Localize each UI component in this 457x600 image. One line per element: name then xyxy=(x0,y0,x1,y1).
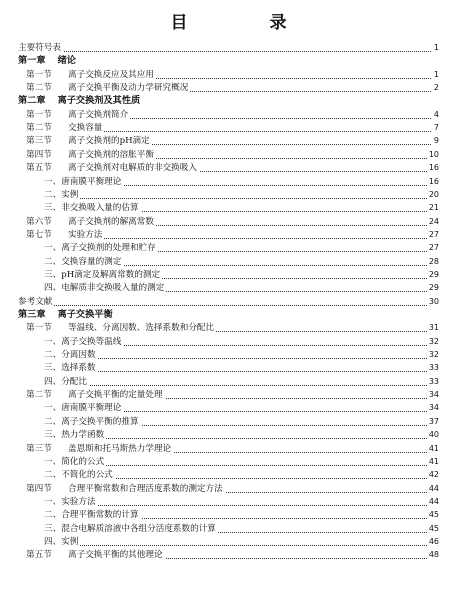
toc-text: 一、实验方法 xyxy=(44,496,96,507)
toc-page-number: 27 xyxy=(428,229,439,239)
toc-label xyxy=(44,523,218,535)
toc-page-number: 16 xyxy=(428,163,439,173)
toc-label xyxy=(18,296,54,308)
toc-text: 一、离子交换等温线 xyxy=(44,336,122,347)
toc-label xyxy=(26,322,216,334)
toc-label xyxy=(26,162,199,174)
toc-text: 离子交换剂简介 xyxy=(68,109,129,120)
toc-label xyxy=(26,483,225,495)
toc-label xyxy=(26,549,165,561)
toc-label xyxy=(44,456,106,468)
toc-text: 一、离子交换剂的处理和贮存 xyxy=(44,243,156,254)
toc-text: 盖恩斯和托马斯热力学理论 xyxy=(68,443,172,454)
toc-label xyxy=(44,242,158,254)
toc-text: 绪论 xyxy=(57,55,76,67)
toc-text: 一、简化的公式 xyxy=(44,456,105,467)
toc-page-number: 4 xyxy=(433,109,439,119)
toc-number: 第二节 xyxy=(26,390,52,401)
toc-text: 二、合理平衡常数的计算 xyxy=(44,510,139,521)
toc-label xyxy=(44,536,80,548)
toc-text: 交换容量 xyxy=(68,123,103,134)
toc-page-number: 9 xyxy=(433,136,439,146)
toc-entry xyxy=(0,82,457,94)
toc-entry xyxy=(0,296,457,308)
toc-number: 第一章 xyxy=(18,55,46,67)
toc-text: 三、选择系数 xyxy=(44,363,96,374)
dot-leader xyxy=(44,373,435,386)
toc-label xyxy=(26,149,156,161)
toc-page-number: 24 xyxy=(428,216,439,226)
toc-page-number: 44 xyxy=(428,496,439,506)
toc-page-number: 1 xyxy=(433,43,439,52)
toc-text: 离子交换剂对电解质的非交换吸入 xyxy=(68,163,197,174)
toc-text: 二、不简化的公式 xyxy=(44,470,113,481)
toc-label xyxy=(26,122,104,134)
toc-number: 第四节 xyxy=(26,149,52,160)
toc-text: 三、热力学函数 xyxy=(44,430,105,441)
toc-text: 参考文献 xyxy=(18,296,53,307)
toc-label xyxy=(26,229,104,241)
toc-page-number: 1 xyxy=(433,69,439,79)
toc-label xyxy=(44,496,98,508)
toc-page-number: 16 xyxy=(428,176,439,186)
toc-number: 第三章 xyxy=(18,309,46,320)
toc-label xyxy=(44,469,115,481)
toc-text: 离子交换剂及其性质 xyxy=(57,95,141,107)
toc-number: 第二章 xyxy=(18,95,46,107)
toc-text: 离子交换反应及其应用 xyxy=(68,69,154,80)
toc-page-number: 7 xyxy=(433,123,439,133)
toc-text: 二、分离因数 xyxy=(44,350,96,361)
toc-page-number: 34 xyxy=(428,390,439,400)
toc-page-number: 32 xyxy=(428,336,439,346)
toc-number: 第三节 xyxy=(26,443,52,454)
toc-page-number: 31 xyxy=(428,323,439,333)
toc-number: 第五节 xyxy=(26,550,52,561)
toc-page-number: 37 xyxy=(428,416,439,426)
toc-page-number: 41 xyxy=(428,443,439,453)
toc-text: 二、离子交换平衡的推算 xyxy=(44,416,139,427)
toc-text: 三、混合电解质溶液中各组分活度系数的计算 xyxy=(44,523,216,534)
toc-label xyxy=(44,189,80,201)
toc-page-number: 41 xyxy=(428,456,439,466)
dot-leader xyxy=(44,359,435,372)
toc-page-number: 45 xyxy=(428,510,439,520)
toc-text: 离子交换平衡的定量处理 xyxy=(68,390,163,401)
dot-leader xyxy=(44,346,435,359)
toc-entry xyxy=(0,42,457,54)
toc-number: 第二节 xyxy=(26,83,52,94)
toc-label xyxy=(18,95,142,107)
toc-label xyxy=(44,282,166,294)
toc-number: 第二节 xyxy=(26,123,52,134)
toc-text: 一、唐南膜平衡理论 xyxy=(44,176,122,187)
dot-leader xyxy=(44,186,435,199)
dot-leader xyxy=(44,493,435,506)
toc-number: 第一节 xyxy=(26,323,52,334)
toc-page-number: 29 xyxy=(428,283,439,293)
toc-page-number: 10 xyxy=(428,149,439,159)
toc-text: 主要符号表 xyxy=(18,43,61,53)
toc-label xyxy=(26,216,156,228)
toc-text: 离子交换平衡 xyxy=(57,309,113,320)
toc-label xyxy=(18,309,115,321)
toc-page-number: 32 xyxy=(428,350,439,360)
toc-label xyxy=(26,82,190,94)
toc-text: 四、分配比 xyxy=(44,376,87,387)
toc-text: 三、pH滴定及解离常数的测定 xyxy=(44,269,161,280)
toc-text: 二、交换容量的测定 xyxy=(44,256,122,267)
toc-text: 离子交换平衡及动力学研究概况 xyxy=(68,83,189,94)
toc-page-number: 20 xyxy=(428,189,439,199)
toc-label xyxy=(26,109,130,121)
toc-page-number: 29 xyxy=(428,269,439,279)
toc-label xyxy=(44,376,89,388)
toc-number: 第四节 xyxy=(26,483,52,494)
toc-page-number: 30 xyxy=(428,296,439,306)
toc-page-number: 33 xyxy=(428,363,439,373)
toc-text: 离子交换平衡的其他理论 xyxy=(68,550,163,561)
toc-label xyxy=(44,402,123,414)
toc-page-number: 28 xyxy=(428,256,439,266)
toc-page-number: 33 xyxy=(428,376,439,386)
toc-page-number: 34 xyxy=(428,403,439,413)
toc-label xyxy=(26,443,173,455)
toc-label xyxy=(44,256,123,268)
toc-text: 等温线、分离因数、选择系数和分配比 xyxy=(68,323,215,334)
toc-text: 实验方法 xyxy=(68,229,103,240)
toc-page-number: 27 xyxy=(428,243,439,253)
toc-text: 一、唐南膜平衡理论 xyxy=(44,403,122,414)
toc-number: 第七节 xyxy=(26,229,52,240)
toc-label xyxy=(44,429,106,441)
toc-page-number: 48 xyxy=(428,550,439,560)
toc-text: 离子交换剂的溶胀平衡 xyxy=(68,149,154,160)
toc-label xyxy=(44,349,98,361)
toc-page-number: 45 xyxy=(428,523,439,533)
toc-page-number: 40 xyxy=(428,430,439,440)
toc-page-number: 46 xyxy=(428,536,439,546)
dot-leader xyxy=(18,293,435,306)
dot-leader xyxy=(44,533,435,546)
toc-text: 二、实例 xyxy=(44,189,79,200)
toc-text: 离子交换剂的pH滴定 xyxy=(68,136,150,147)
toc-number: 第一节 xyxy=(26,69,52,80)
toc-page-number: 21 xyxy=(428,203,439,213)
toc-page-number: 2 xyxy=(433,83,439,93)
toc-label xyxy=(44,202,141,214)
toc-label xyxy=(44,362,98,374)
toc-label xyxy=(44,176,123,188)
toc-text: 三、非交换吸入量的估算 xyxy=(44,203,139,214)
toc-label xyxy=(44,269,162,281)
toc-label xyxy=(18,42,63,54)
toc-text: 合理平衡常数和合理活度系数的测定方法 xyxy=(68,483,223,494)
toc-label xyxy=(26,69,156,81)
toc-number: 第五节 xyxy=(26,163,52,174)
toc-label xyxy=(44,416,141,428)
toc-text: 离子交换剂的解离常数 xyxy=(68,216,154,227)
toc-number: 第一节 xyxy=(26,109,52,120)
toc-page-number: 42 xyxy=(428,470,439,480)
toc-label xyxy=(44,509,141,521)
toc-text: 四、电解质非交换吸入量的测定 xyxy=(44,283,165,294)
toc-label xyxy=(26,135,152,147)
dot-leader xyxy=(18,39,435,52)
toc-number: 第六节 xyxy=(26,216,52,227)
toc-text: 四、实例 xyxy=(44,536,79,547)
toc-label xyxy=(26,389,165,401)
toc-number: 第三节 xyxy=(26,136,52,147)
toc-entry xyxy=(0,549,457,561)
toc-label xyxy=(44,336,123,348)
toc-label xyxy=(18,55,78,67)
toc-page-number: 44 xyxy=(428,483,439,493)
page-title: 目 录 xyxy=(170,13,325,33)
